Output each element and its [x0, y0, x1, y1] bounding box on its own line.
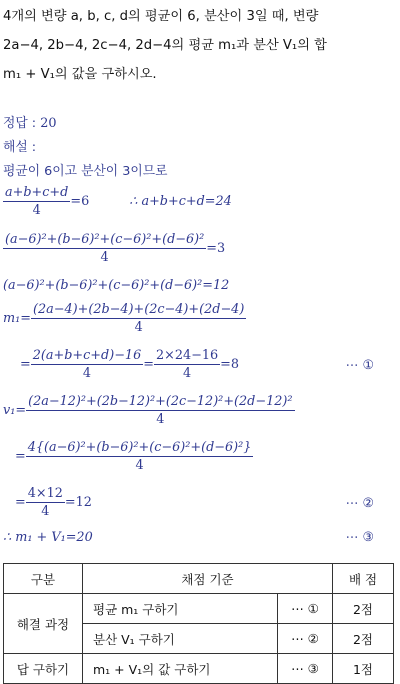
- solution-intro: 평균이 6이고 분산이 3이므로: [3, 164, 168, 179]
- explain-label: 해설 :: [3, 140, 37, 155]
- equals-sign: =: [143, 357, 154, 372]
- problem-line-2: 2a−4, 2b−4, 2c−4, 2d−4의 평균 m₁과 분산 V₁의 합: [3, 38, 327, 53]
- fraction-numerator: (2a−4)+(2b−4)+(2c−4)+(2d−4): [33, 302, 245, 317]
- header-points: 배 점: [333, 564, 394, 594]
- answer-value: 20: [40, 116, 57, 131]
- fraction: [3, 232, 206, 265]
- equals-sign: =: [15, 495, 26, 510]
- equation-rhs: =6: [70, 194, 90, 209]
- fraction-denominator: 4: [31, 318, 246, 335]
- final-answer-line: ∴ m₁ + V₁=20: [3, 530, 93, 545]
- equation-m1: [3, 302, 246, 335]
- fraction-numerator: (2a−12)²+(2b−12)²+(2c−12)²+(2d−12)²: [28, 394, 293, 409]
- equals-sign: =: [20, 357, 31, 372]
- fraction-numerator: a+b+c+d: [5, 185, 69, 200]
- section-cell: 해결 과정: [4, 594, 83, 654]
- points-cell: 2점: [333, 594, 394, 624]
- criterion-cell: 분산 V₁ 구하기: [83, 624, 278, 654]
- equation-sum-squares: (a−6)²+(b−6)²+(c−6)²+(d−6)²=12: [3, 278, 230, 293]
- table-row: [4, 654, 394, 684]
- v1-lhs: v₁=: [3, 403, 27, 418]
- fraction: [154, 348, 220, 381]
- equation-v1-result: [15, 486, 92, 519]
- equals-sign: =: [15, 449, 26, 464]
- points-cell: 1점: [333, 654, 394, 684]
- fraction-denominator: 4: [3, 248, 206, 265]
- fraction-denominator: 4: [26, 502, 65, 519]
- fraction-numerator: 4{(a−6)²+(b−6)²+(c−6)²+(d−6)²}: [27, 440, 252, 455]
- equation-therefore: ∴ a+b+c+d=24: [129, 194, 232, 209]
- fraction-numerator: 4×12: [27, 486, 63, 501]
- fraction-denominator: 4: [26, 456, 254, 473]
- answer-label: 정답 :: [3, 116, 37, 131]
- grading-table: [3, 563, 394, 684]
- header-section: 구분: [4, 564, 83, 594]
- fraction: [3, 185, 70, 218]
- problem-line-1: 4개의 변량 a, b, c, d의 평균이 6, 분산이 3일 때, 변량: [3, 9, 319, 24]
- answer-line: [3, 112, 56, 131]
- points-cell: 2점: [333, 624, 394, 654]
- fraction-denominator: 4: [154, 364, 220, 381]
- fraction-denominator: 4: [26, 410, 294, 427]
- equation-m1-continued: [20, 348, 239, 381]
- mark-cell: ⋯ ②: [278, 624, 333, 654]
- equation-rhs: =8: [220, 357, 239, 372]
- header-criterion: 채점 기준: [83, 564, 333, 594]
- fraction: [31, 348, 143, 381]
- equation-mean: [3, 185, 232, 218]
- grading-header-row: [4, 564, 394, 594]
- fraction-denominator: 4: [31, 364, 143, 381]
- table-row: [4, 594, 394, 624]
- fraction-numerator: (a−6)²+(b−6)²+(c−6)²+(d−6)²: [5, 232, 205, 247]
- criterion-cell: m₁ + V₁의 값 구하기: [83, 654, 278, 684]
- m1-lhs: m₁=: [3, 311, 31, 326]
- mark-cell: ⋯ ③: [278, 654, 333, 684]
- fraction-numerator: 2(a+b+c+d)−16: [32, 348, 142, 363]
- equation-rhs: =12: [64, 495, 92, 510]
- step-mark-3: ⋯ ③: [345, 530, 374, 545]
- step-mark-2: ⋯ ②: [345, 496, 374, 511]
- criterion-cell: 평균 m₁ 구하기: [83, 594, 278, 624]
- mark-cell: ⋯ ①: [278, 594, 333, 624]
- section-cell: 답 구하기: [4, 654, 83, 684]
- step-mark-1: ⋯ ①: [345, 358, 374, 373]
- equation-v1: [3, 394, 295, 427]
- fraction-denominator: 4: [3, 201, 70, 218]
- equation-v1-continued: [15, 440, 253, 473]
- problem-line-3: m₁ + V₁의 값을 구하시오.: [3, 67, 157, 82]
- fraction: [26, 440, 254, 473]
- fraction: [26, 394, 294, 427]
- equation-rhs: =3: [206, 241, 226, 256]
- fraction: [26, 486, 65, 519]
- equation-variance: [3, 232, 225, 265]
- fraction: [31, 302, 246, 335]
- problem-statement: [3, 2, 397, 89]
- fraction-numerator: 2×24−16: [155, 348, 219, 363]
